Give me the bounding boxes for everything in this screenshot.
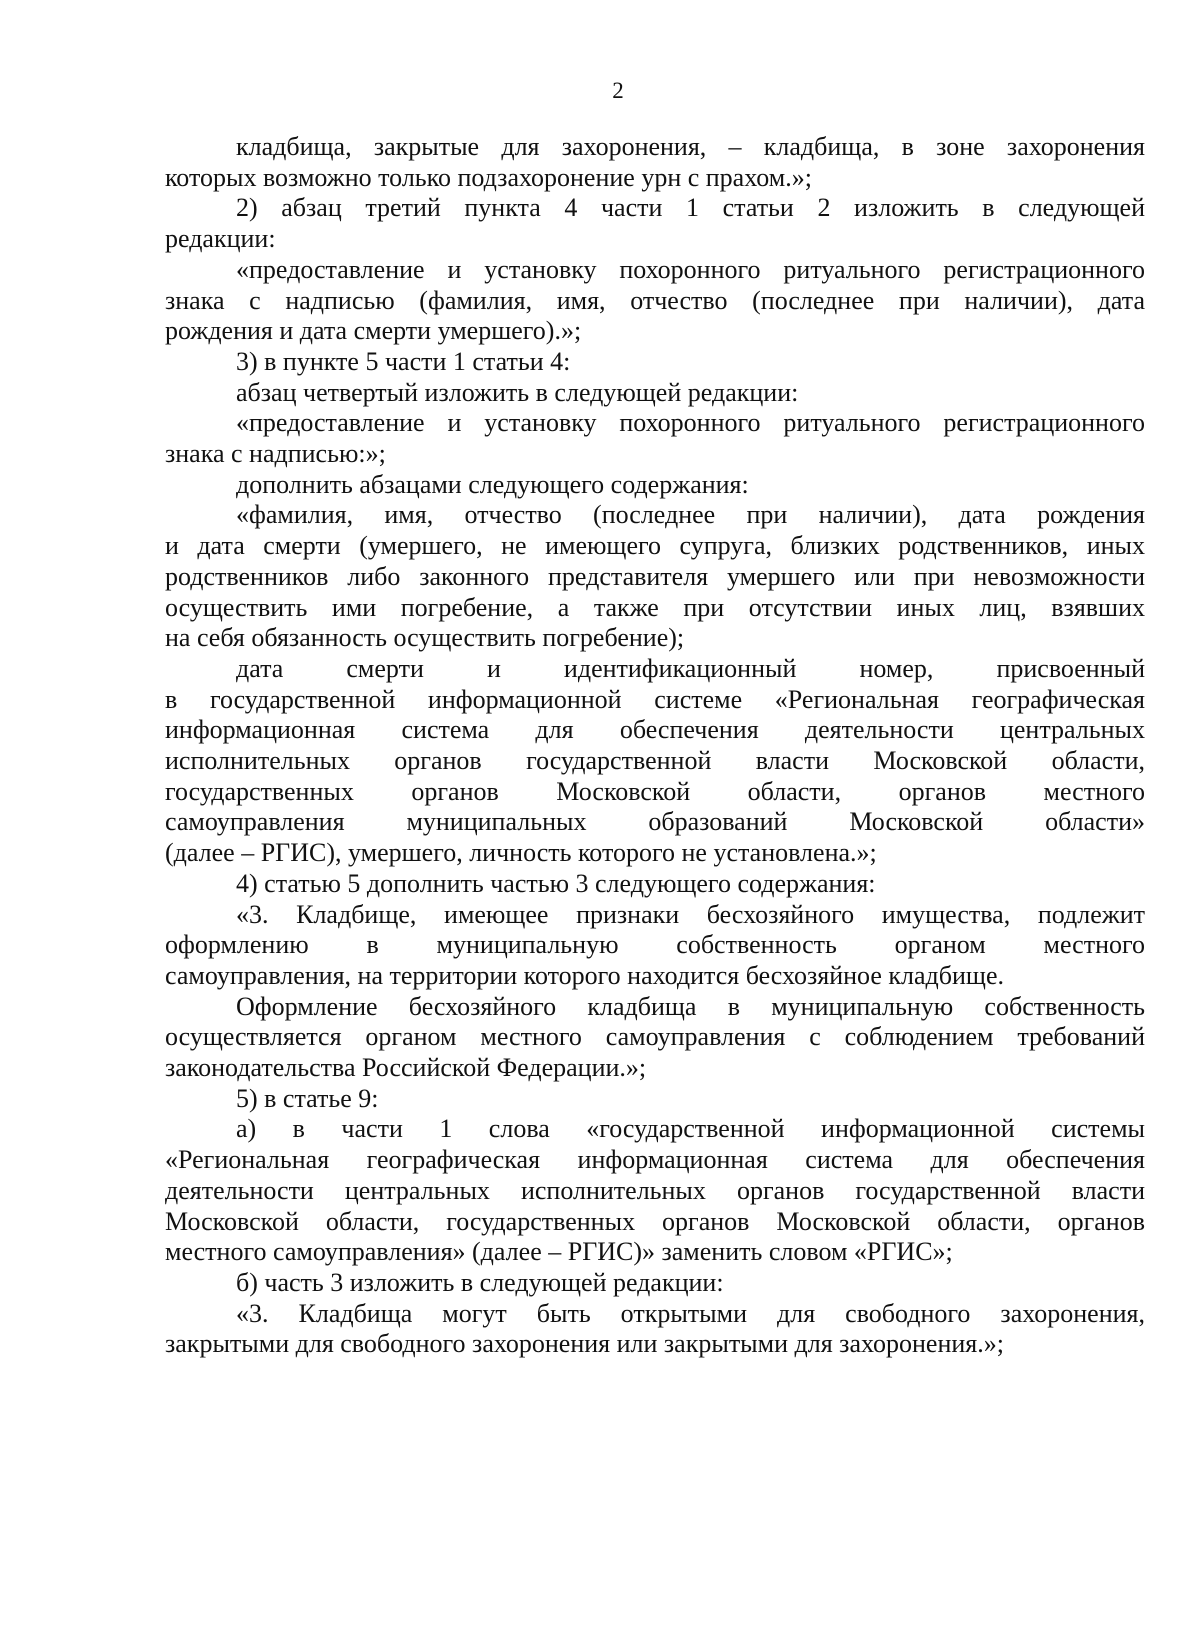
text-line: самоуправления муниципальных образований Московской области» — [165, 807, 1145, 837]
text-line: законодательства Российской Федерации.»; — [165, 1053, 647, 1082]
text-line: самоуправления, на территории которого находится бесхозяйное кладбище. — [165, 960, 1004, 990]
text-line: дополнить абзацами следующего содержания: — [236, 469, 749, 499]
text-line: знака с надписью:»; — [165, 439, 386, 468]
text-line: 3) в пункте 5 части 1 статьи 4: — [236, 346, 571, 376]
text-line: осуществить ими погребение, а также при отсутствии иных лиц, взявших — [165, 592, 1145, 622]
text-line: абзац четвертый изложить в следующей редакции: — [236, 377, 799, 407]
text-line: «3. Кладбища могут быть открытыми для свободного захоронения, — [236, 1298, 1145, 1328]
text-line: рождения и дата смерти умершего).»; — [165, 316, 582, 346]
text-line: 4) статью 5 дополнить частью 3 следующего содержания: — [236, 868, 876, 898]
text-line: «Региональная географическая информационная система для обеспечения — [165, 1145, 1145, 1175]
text-line: редакции: — [165, 224, 276, 254]
text-line: дата смерти и идентификационный номер, присвоенный — [236, 653, 1145, 683]
text-line: Оформление бесхозяйного кладбища в муниципальную собственность — [236, 991, 1145, 1021]
text-line: 5) в статье 9: — [236, 1083, 379, 1113]
text-line: осуществляется органом местного самоуправления с соблюдением требований — [165, 1022, 1145, 1052]
text-line: Московской области, государственных органов Московской области, органов — [165, 1206, 1145, 1236]
text-line: «фамилия, имя, отчество (последнее при наличии), дата рождения — [236, 500, 1145, 530]
text-line: и дата смерти (умершего, не имеющего супруга, близких родственников, иных — [165, 531, 1145, 561]
text-line: родственников либо законного представителя умершего или при невозможности — [165, 561, 1145, 591]
text-line: информационная система для обеспечения деятельности центральных — [165, 715, 1145, 745]
text-line: закрытыми для свободного захоронения или закрытыми для захоронения.»; — [165, 1329, 1004, 1359]
text-line: кладбища, закрытые для захоронения, – кладбища, в зоне захоронения — [236, 132, 1145, 161]
text-line: исполнительных органов государственной власти Московской области, — [165, 746, 1145, 775]
text-line: которых возможно только подзахоронение урн с прахом.»; — [165, 162, 812, 192]
text-line: «предоставление и установку похоронного ритуального регистрационного — [236, 408, 1145, 438]
text-line: деятельности центральных исполнительных органов государственной власти — [165, 1175, 1145, 1205]
text-line: «3. Кладбище, имеющее признаки бесхозяйного имущества, подлежит — [236, 899, 1145, 929]
text-line: государственных органов Московской области, органов местного — [165, 776, 1145, 806]
text-line: на себя обязанность осуществить погребение); — [165, 623, 685, 653]
text-line: знака с надписью (фамилия, имя, отчество (последнее при наличии), дата — [165, 285, 1145, 315]
page-number: 2 — [612, 78, 624, 103]
text-line: 2) абзац третий пункта 4 части 1 статьи 2 изложить в следующей — [236, 193, 1145, 223]
text-line: в государственной информационной системе «Региональная географическая — [165, 684, 1145, 714]
text-line: б) часть 3 изложить в следующей редакции: — [236, 1267, 724, 1297]
text-line: (далее – РГИС), умершего, личность которого не установлена.»; — [165, 838, 877, 868]
text-line: «предоставление и установку похоронного ритуального регистрационного — [236, 254, 1145, 284]
text-line: оформлению в муниципальную собственность органом местного — [165, 930, 1145, 960]
text-line: местного самоуправления» (далее – РГИС)» заменить словом «РГИС»; — [165, 1237, 953, 1267]
text-line: а) в части 1 слова «государственной информационной системы — [236, 1114, 1145, 1144]
